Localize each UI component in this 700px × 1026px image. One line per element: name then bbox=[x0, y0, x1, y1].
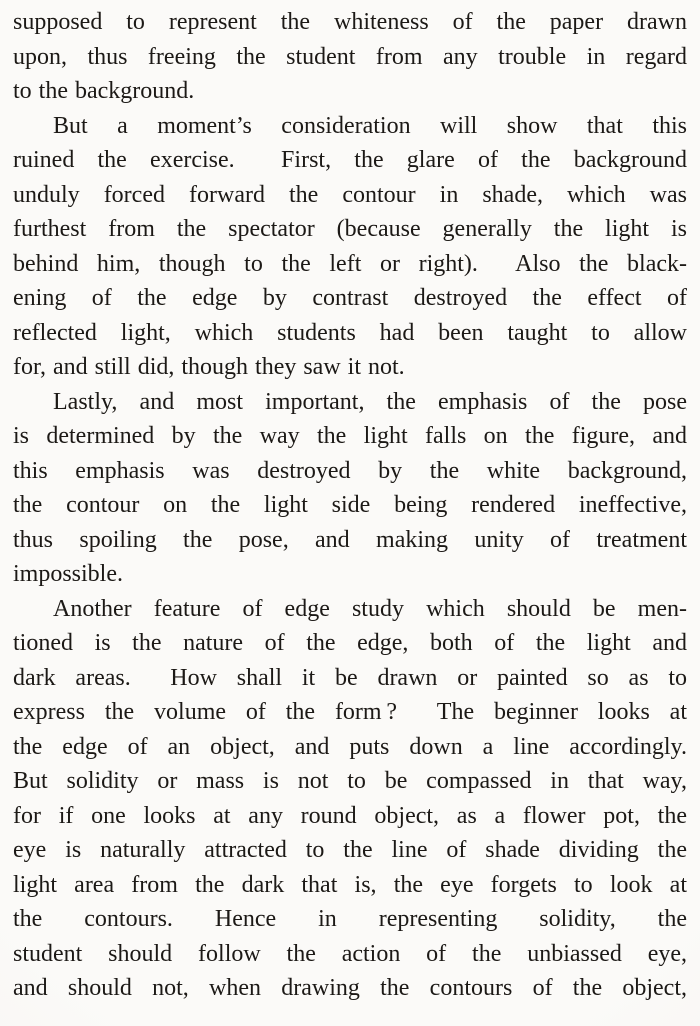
paragraph bbox=[13, 592, 687, 1006]
text-line: furthest from the spectator (because generally the light is bbox=[13, 216, 687, 242]
text-line: for if one looks at any round object, as a flower pot, the bbox=[13, 802, 687, 829]
text-line: reflected light, which students had been taught to allow bbox=[13, 319, 687, 346]
text-line: tioned is the nature of the edge, both of the light and bbox=[13, 630, 687, 656]
text-line: is determined by the way the light falls on the figure, and bbox=[13, 423, 687, 449]
text-line: express the volume of the form ? The beginner looks at bbox=[13, 699, 687, 725]
text-line: supposed to represent the whiteness of the paper drawn bbox=[13, 9, 687, 35]
text-line: unduly forced forward the contour in shade, which was bbox=[13, 181, 687, 208]
text-line: thus spoiling the pose, and making unity of treatment bbox=[13, 526, 687, 553]
text-line: light area from the dark that is, the eye forgets to look at bbox=[13, 871, 687, 898]
text-line: behind him, though to the left or right). Also the black- bbox=[13, 250, 687, 277]
text-line: the edge of an object, and puts down a line accordingly. bbox=[13, 733, 687, 760]
page-text bbox=[13, 5, 687, 1006]
text-line: eye is naturally attracted to the line of shade dividing the bbox=[13, 837, 687, 863]
text-line: the contour on the light side being rendered ineffective, bbox=[13, 492, 687, 518]
paragraph bbox=[13, 5, 687, 109]
text-line: to the background. bbox=[13, 78, 195, 104]
text-line: student should follow the action of the unbiassed eye, bbox=[13, 940, 687, 967]
paragraph bbox=[13, 385, 687, 592]
text-line: dark areas. How shall it be drawn or painted so as to bbox=[13, 664, 687, 691]
text-line: and should not, when drawing the contours of the object, bbox=[13, 975, 687, 1001]
text-line: Another feature of edge study which should be men- bbox=[53, 595, 687, 622]
text-line: Lastly, and most important, the emphasis of the pose bbox=[53, 388, 687, 415]
text-line: ening of the edge by contrast destroyed the effect of bbox=[13, 285, 687, 311]
text-line: upon, thus freeing the student from any trouble in regard bbox=[13, 43, 687, 70]
text-line: impossible. bbox=[13, 561, 124, 587]
text-line: But a moment’s consideration will show that this bbox=[53, 112, 687, 139]
paragraph bbox=[13, 109, 687, 385]
text-line: the contours. Hence in representing solidity, the bbox=[13, 906, 687, 932]
text-line: But solidity or mass is not to be compassed in that way, bbox=[13, 768, 687, 794]
text-line: this emphasis was destroyed by the white background, bbox=[13, 457, 687, 484]
text-line: ruined the exercise. First, the glare of the background bbox=[13, 147, 687, 173]
text-line: for, and still did, though they saw it not. bbox=[13, 354, 405, 380]
